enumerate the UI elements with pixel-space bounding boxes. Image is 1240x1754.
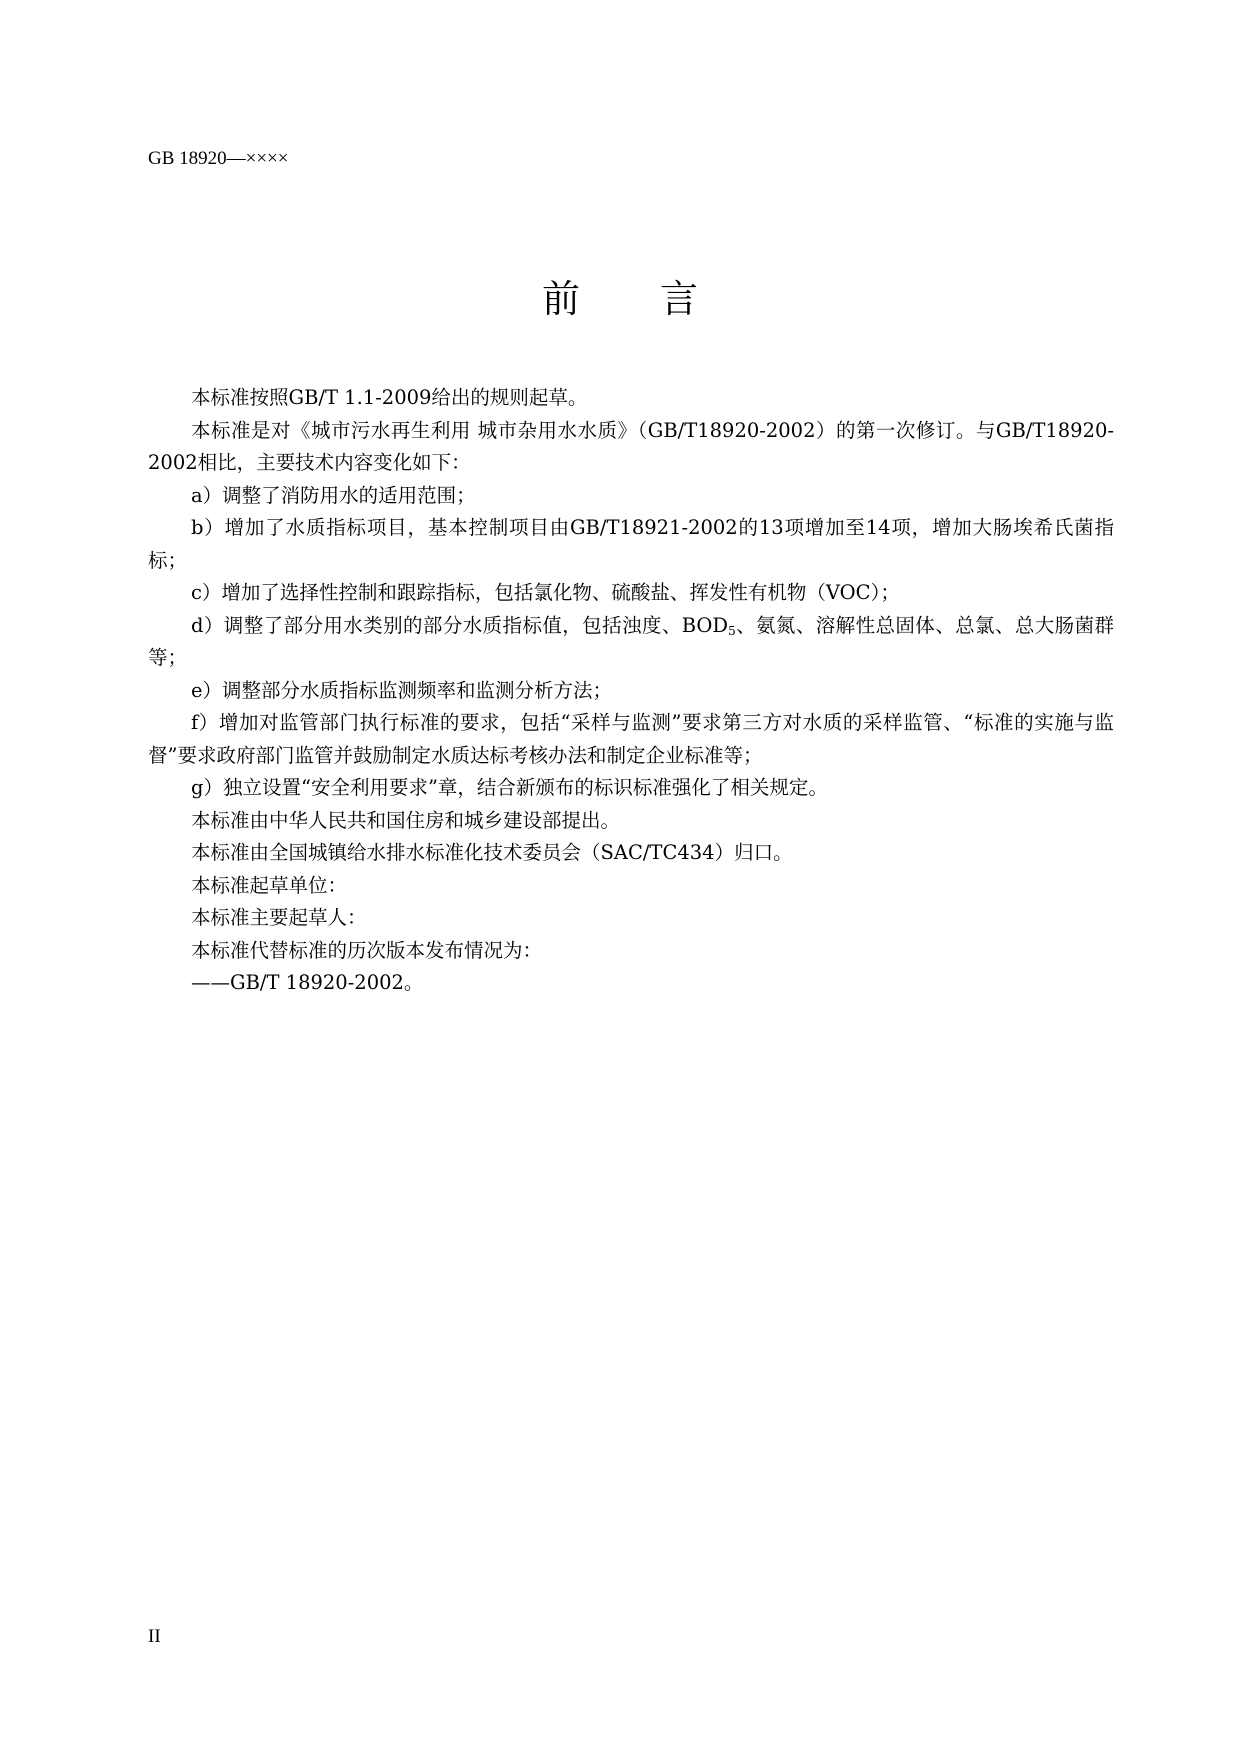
list-item-d-text: d）调整了部分用水类别的部分水质指标值，包括浊度、BOD: [191, 613, 729, 637]
paragraph-previous-edition: ——GB/T 18920-2002。: [191, 971, 424, 994]
list-item-d: [148, 610, 1114, 675]
paragraph-proposer: 本标准由中华人民共和国住房和城乡建设部提出。: [191, 808, 621, 832]
page-title: 前 言: [541, 277, 733, 321]
paragraph-committee: 本标准由全国城镇给水排水标准化技术委员会（SAC/TC434）归口。: [191, 841, 793, 864]
list-item-e: e）调整部分水质指标监测频率和监测分析方法；: [191, 678, 613, 702]
list-item-g: g）独立设置“安全利用要求”章，结合新颁布的标识标准强化了相关规定。: [191, 776, 828, 799]
list-item-b: b）增加了水质指标项目，基本控制项目由GB/T18921-2002的13项增加至14项，增加大肠埃希氏菌指标；: [148, 516, 1114, 572]
page-number: II: [148, 1626, 161, 1647]
document-code: GB 18920—××××: [148, 148, 289, 169]
paragraph-revision-intro: 本标准是对《城市污水再生利用 城市杂用水水质》（GB/T18920-2002）的第一次修订。与GB/T18920-2002相比，主要技术内容变化如下：: [148, 418, 1114, 474]
foreword-body: [148, 382, 1114, 1000]
list-item-f: f）增加对监管部门执行标准的要求，包括“采样与监测”要求第三方对水质的采样监管、“标准的实施与监督”要求政府部门监管并鼓励制定水质达标考核办法和制定企业标准等；: [148, 711, 1114, 767]
paragraph-drafting-rules: 本标准按照GB/T 1.1-2009给出的规则起草。: [191, 386, 588, 409]
paragraph-history: 本标准代替标准的历次版本发布情况为：: [191, 938, 543, 962]
paragraph-drafters: 本标准主要起草人：: [191, 906, 367, 929]
list-item-a: a）调整了消防用水的适用范围；: [191, 483, 476, 507]
bod-subscript: 5: [728, 623, 736, 638]
list-item-c: c）增加了选择性控制和跟踪指标，包括氯化物、硫酸盐、挥发性有机物（VOC）；: [191, 581, 900, 604]
list-item-d-text-rest: 、氨氮、溶解性总固体、总氯、总大肠菌群等；: [148, 613, 1114, 669]
paragraph-drafting-units: 本标准起草单位：: [191, 873, 348, 897]
